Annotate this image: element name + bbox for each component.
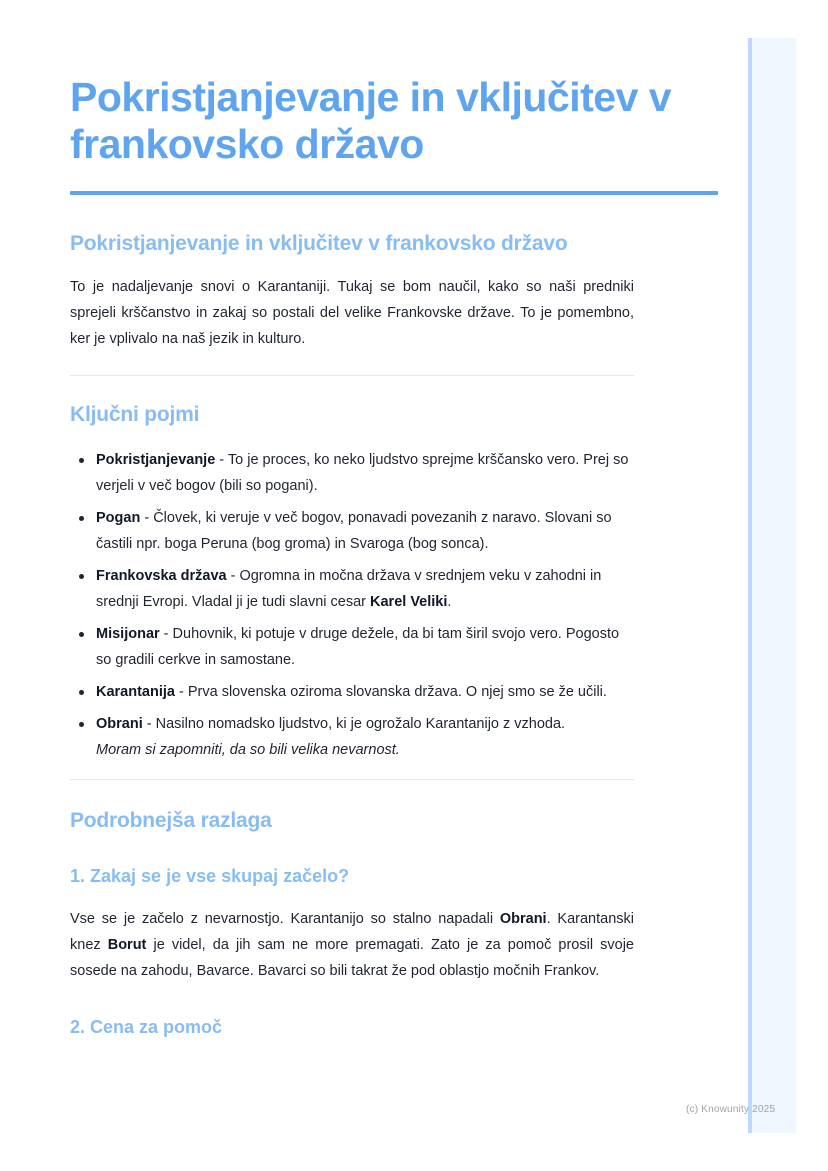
term-name: Obrani bbox=[96, 716, 143, 732]
key-terms-list bbox=[70, 447, 634, 763]
term-name: Pokristjanjevanje bbox=[96, 452, 216, 468]
term-definition: - Duhovnik, ki potuje v druge dežele, da bi tam širil svojo vero. Pogosto so gradili cerkve in samostane. bbox=[96, 626, 620, 668]
page-title: Pokristjanjevanje in vključitev v frankovsko državo bbox=[70, 74, 672, 167]
subsection-heading-2: 2. Cena za pomoč bbox=[70, 1017, 223, 1037]
term-definition: - Ogromna in močna država v srednjem veku v zahodni in srednji Evropi. Vladal ji je tudi slavni cesar bbox=[96, 568, 602, 610]
key-terms-heading: Ključni pojmi bbox=[70, 403, 200, 426]
paragraph-text: Vse se je začelo z nevarnostjo. Karantanijo so stalno napadali bbox=[70, 911, 500, 927]
list-item bbox=[70, 711, 634, 763]
list-item bbox=[70, 563, 634, 615]
subsection-heading-1: 1. Zakaj se je vse skupaj začelo? bbox=[70, 866, 350, 886]
main-content bbox=[70, 229, 634, 1040]
bullet-icon bbox=[79, 632, 84, 637]
intro-heading: Pokristjanjevanje in vključitev v frankovsko državo bbox=[70, 232, 568, 255]
paragraph-emphasis: Borut bbox=[107, 937, 147, 953]
term-definition: - Nasilno nomadsko ljudstvo, ki je ogrožalo Karantanijo z vzhoda. bbox=[142, 716, 566, 732]
paragraph-text: je videl, da jih sam ne more premagati. Zato je za pomoč prosil svoje sosede na zahodu, Bavarce. Bavarci so bili takrat že pod oblastjo močnih Frankov. bbox=[70, 937, 634, 979]
bullet-icon bbox=[79, 722, 84, 727]
list-item bbox=[70, 621, 634, 673]
term-name: Pogan bbox=[96, 510, 141, 526]
section-divider bbox=[70, 779, 634, 780]
term-name: Karantanija bbox=[96, 684, 175, 700]
bullet-icon bbox=[79, 516, 84, 521]
term-definition: - To je proces, ko neko ljudstvo sprejme krščansko vero. Prej so verjeli v več bogov (bili so pogani). bbox=[96, 452, 629, 494]
subsection-paragraph-1 bbox=[70, 906, 634, 984]
bullet-icon bbox=[79, 574, 84, 579]
intro-paragraph: To je nadaljevanje snovi o Karantaniji. Tukaj se bom naučil, kako so naši predniki sprejeli krščanstvo in zakaj so postali del velike Frankovske države. To je pomembno, ker je vplivalo na naš jezik in kulturo. bbox=[70, 279, 634, 347]
copyright-watermark: (c) Knowunity 2025 bbox=[686, 1104, 776, 1115]
list-item bbox=[70, 505, 634, 557]
bullet-icon bbox=[79, 690, 84, 695]
term-name: Misijonar bbox=[96, 626, 160, 642]
term-note: Moram si zapomniti, da so bili velika nevarnost. bbox=[96, 742, 400, 758]
paragraph-text: . Karantanski knez bbox=[70, 911, 634, 953]
paragraph-emphasis: Obrani bbox=[499, 911, 547, 927]
term-definition: - Človek, ki veruje v več bogov, ponavadi povezanih z naravo. Slovani so častili npr. boga Peruna (bog groma) in Svaroga (bog sonca). bbox=[96, 510, 612, 552]
sidebar-panel bbox=[748, 38, 796, 1133]
term-definition-end: . bbox=[447, 594, 452, 610]
term-definition: - Prva slovenska oziroma slovanska država. O njej smo se že učili. bbox=[174, 684, 607, 700]
title-underline bbox=[70, 191, 718, 195]
term-name: Frankovska država bbox=[96, 568, 227, 584]
section-divider bbox=[70, 375, 634, 376]
details-heading: Podrobnejša razlaga bbox=[70, 809, 272, 832]
list-item bbox=[70, 679, 634, 705]
term-emphasis: Karel Veliki bbox=[370, 594, 448, 610]
bullet-icon bbox=[79, 458, 84, 463]
list-item bbox=[70, 447, 634, 499]
